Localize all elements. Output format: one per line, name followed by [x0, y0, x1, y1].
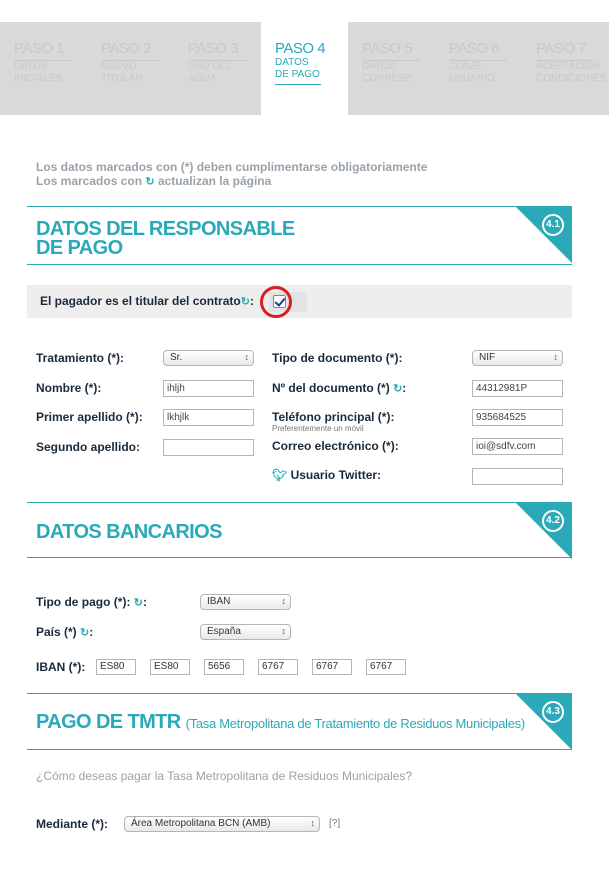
segundo-apellido-label: Segundo apellido:: [36, 440, 140, 454]
numero-documento-input[interactable]: 44312981P: [472, 380, 563, 397]
required-fields-notice: [36, 160, 427, 189]
pais-label: País (*) ↻:: [36, 625, 94, 639]
twitter-input[interactable]: [472, 468, 563, 485]
segundo-apellido-input[interactable]: [163, 439, 254, 456]
step-7[interactable]: [522, 22, 609, 115]
wizard-steps: [0, 22, 609, 115]
step-label: NUEVO: [101, 61, 137, 72]
step-label: USUARIO: [449, 73, 495, 84]
section-corner-triangle: [516, 694, 572, 750]
step-4-active[interactable]: [261, 22, 348, 115]
iban-part-6-input[interactable]: 6767: [366, 659, 406, 675]
section-header-bancarios: [27, 502, 572, 558]
correo-label: Correo electrónico (*):: [272, 439, 399, 453]
payer-row: [27, 285, 572, 318]
step-2[interactable]: [87, 22, 174, 115]
tratamiento-select[interactable]: Sr. ↕: [163, 350, 254, 366]
payer-label: El pagador es el titular del contrato↻:: [40, 294, 254, 308]
section-badge: 4.1: [542, 214, 564, 236]
step-number: PASO 7: [536, 40, 587, 57]
pais-select[interactable]: España ↕: [200, 624, 291, 640]
tipo-documento-label: Tipo de documento (*):: [272, 351, 403, 365]
section-corner-triangle: [516, 207, 572, 263]
iban-part-4-input[interactable]: 6767: [258, 659, 298, 675]
telefono-input[interactable]: 935684525: [472, 409, 563, 426]
step-label: DATOS: [362, 61, 396, 72]
section-badge: 4.3: [542, 701, 564, 723]
section-badge: 4.2: [542, 510, 564, 532]
section-corner-triangle: [516, 503, 572, 559]
notice-line-1: Los datos marcados con (*) deben cumplimentarse obligatoriamente: [36, 160, 428, 174]
mediante-select[interactable]: Área Metropolitana BCN (AMB) ↕: [124, 816, 320, 832]
refresh-icon: ↻: [145, 176, 155, 188]
step-number: PASO 4: [275, 40, 326, 57]
twitter-bird-icon: 🐦︎: [272, 468, 288, 482]
refresh-icon: ↻: [240, 296, 250, 308]
step-3[interactable]: [174, 22, 261, 115]
telefono-hint: Preferentemente un móvil: [272, 424, 364, 433]
step-label: ACEPTACIÓN: [536, 61, 601, 72]
step-number: PASO 5: [362, 40, 413, 57]
step-5[interactable]: [348, 22, 435, 115]
highlight-ring: [260, 286, 292, 318]
numero-documento-label: Nº del documento (*) ↻:: [272, 381, 407, 395]
step-label: CONDICIONES: [536, 73, 607, 84]
iban-part-2-input[interactable]: ES80: [150, 659, 190, 675]
step-label: TITULAR: [101, 73, 143, 84]
correo-input[interactable]: ioi@sdfv.com: [472, 438, 563, 455]
section-title: PAGO DE TMTR (Tasa Metropolitana de Tratamiento de Residuos Municipales): [36, 711, 525, 733]
telefono-label: Teléfono principal (*):: [272, 410, 395, 424]
iban-part-3-input[interactable]: 5656: [204, 659, 244, 675]
step-label: USO DEL: [188, 61, 232, 72]
iban-label: IBAN (*):: [36, 660, 86, 674]
tratamiento-label: Tratamiento (*):: [36, 351, 125, 365]
section-header-tmtr: [27, 693, 572, 750]
step-number: PASO 6: [449, 40, 500, 57]
nombre-input[interactable]: ihljh: [163, 380, 254, 397]
mediante-label: Mediante (*):: [36, 817, 108, 831]
tipo-documento-select[interactable]: NIF ↕: [472, 350, 563, 366]
primer-apellido-label: Primer apellido (*):: [36, 410, 143, 424]
section-title: DATOS DEL RESPONSABLE DE PAGO: [36, 218, 295, 259]
section-title: DATOS BANCARIOS: [36, 521, 222, 543]
step-label: INICIALES: [14, 73, 63, 84]
step-label: DATOS: [14, 61, 48, 72]
nombre-label: Nombre (*):: [36, 381, 102, 395]
step-label: DE PAGO: [275, 69, 320, 80]
step-number: PASO 2: [101, 40, 152, 57]
primer-apellido-input[interactable]: lkhjlk: [163, 409, 254, 426]
notice-line-2: Los marcados con ↻ actualizan la página: [36, 174, 272, 188]
step-6[interactable]: [435, 22, 522, 115]
refresh-icon: ↻: [393, 383, 403, 395]
refresh-icon: ↻: [80, 627, 90, 639]
step-label: DATOS: [275, 57, 309, 68]
tipo-pago-label: Tipo de pago (*): ↻:: [36, 595, 147, 609]
step-label: CORRESP.: [362, 73, 413, 84]
step-1[interactable]: [0, 22, 87, 115]
step-number: PASO 3: [188, 40, 239, 57]
step-label: AGUA: [188, 73, 217, 84]
section-header-responsable: [27, 206, 572, 265]
tipo-pago-select[interactable]: IBAN ↕: [200, 594, 291, 610]
twitter-label: 🐦︎ Usuario Twitter:: [272, 468, 382, 482]
iban-part-1-input[interactable]: ES80: [96, 659, 136, 675]
step-label: CLAVE: [449, 61, 482, 72]
iban-part-5-input[interactable]: 6767: [312, 659, 352, 675]
help-link[interactable]: [?]: [329, 818, 341, 829]
refresh-icon: ↻: [133, 597, 143, 609]
tmtr-question: ¿Cómo deseas pagar la Tasa Metropolitana de Residuos Municipales?: [36, 769, 412, 783]
step-number: PASO 1: [14, 40, 65, 57]
